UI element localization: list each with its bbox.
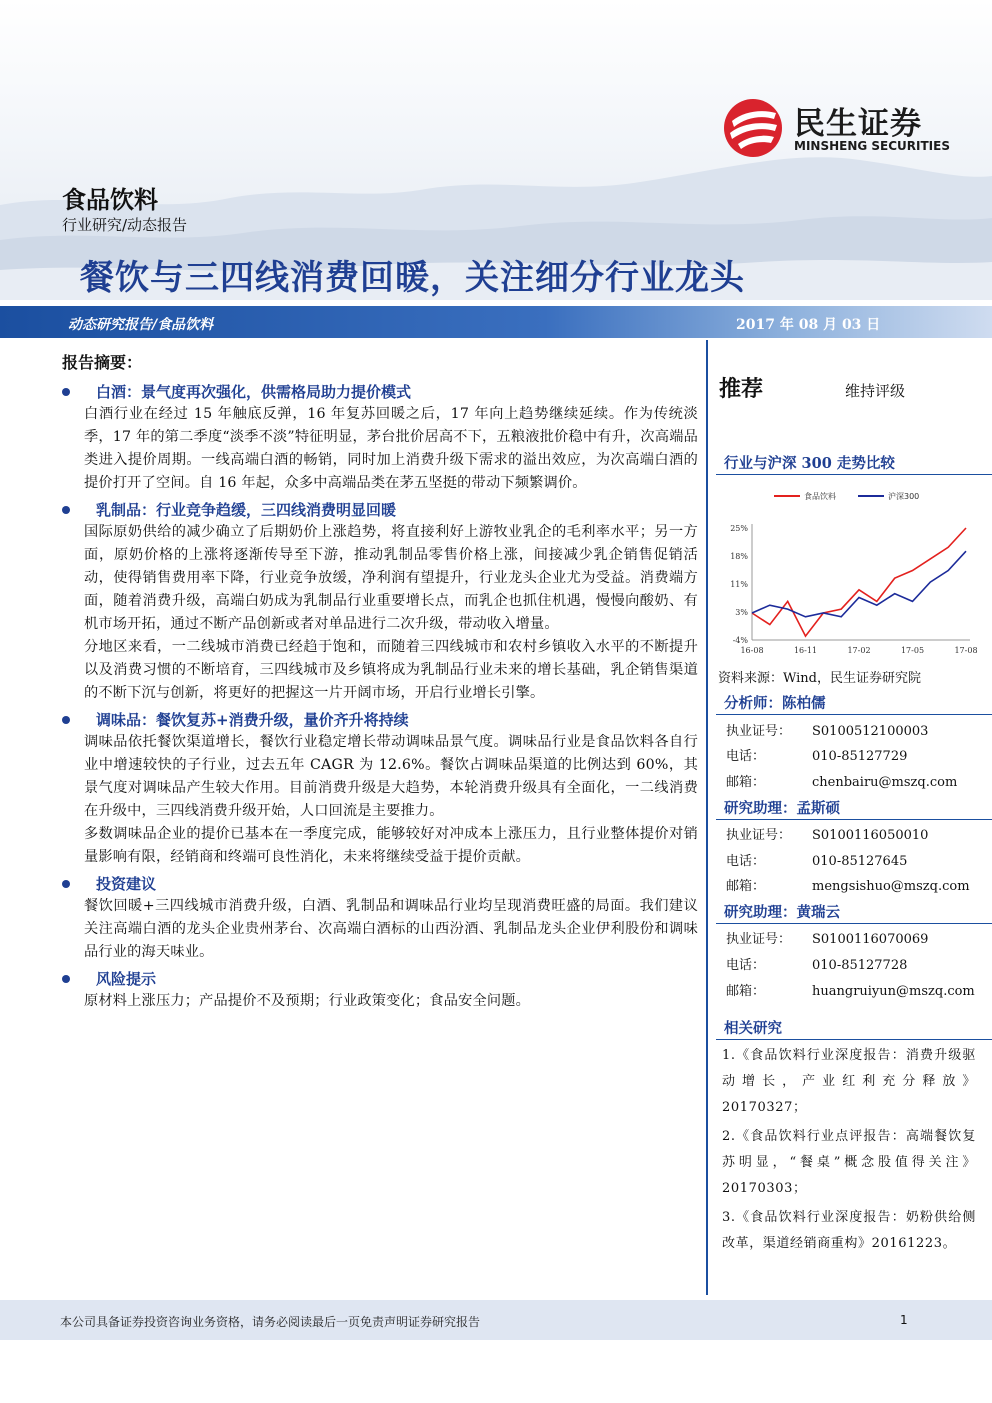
series-line <box>752 528 966 636</box>
brand-name-en: MINSHENG SECURITIES <box>794 139 950 153</box>
related-research-header: 相关研究 <box>716 1013 992 1040</box>
y-tick-label: 11% <box>730 580 748 589</box>
section-paragraph: 分地区来看，一二线城市消费已经趋于饱和，而随着三四线城市和农村乡镇收入水平的不断提升以及消费习惯的不断培育，三四线城市及乡镇将成为乳制品行业未来的增长基础，乳企销售渠道的不断下沉与创新，将更好的把握这一片开阔市场，开启行业增长引擎。 <box>84 639 698 701</box>
rating-note: 维持评级 <box>845 382 906 400</box>
section-paragraph: 白酒行业在经过 15 年触底反弹，16 年复苏回暖之后，17 年向上趋势继续延续。作为传统淡季，17 年的第二季度“淡季不淡”特征明显，茅台批价居高不下，五粮液批价稳中有升，次高端品类进入提价周期。一线高端白酒的畅销，同时加上消费升级下需求的溢出效应，为次高端白酒的提价打开了空间。自 16 年起，众多中高端品类在茅五坚挺的带动下频繁调价。 <box>84 406 698 491</box>
assistant-phone: 电话： 010-85127645 <box>726 854 908 869</box>
related-item[interactable]: 3.《食品饮料行业深度报告：奶粉供给侧改革，渠道经销商重构》20161223。 <box>722 1210 976 1251</box>
x-tick-label: 16-11 <box>793 646 818 655</box>
x-tick-label: 17-05 <box>900 646 925 655</box>
trend-chart <box>716 484 986 664</box>
y-tick-label: 18% <box>730 552 748 561</box>
section-heading-risk: 风险提示 <box>62 968 698 990</box>
x-tick-label: 17-08 <box>954 646 978 655</box>
analyst-phone: 电话： 010-85127729 <box>726 749 908 764</box>
x-tick-label: 17-02 <box>847 646 871 655</box>
y-tick-label: -4% <box>732 636 748 645</box>
x-tick-label: 16-08 <box>740 646 764 655</box>
section-heading-condiments: 调味品：餐饮复苏+消费升级，量价齐升将持续 <box>62 709 698 731</box>
summary-title: 报告摘要： <box>62 353 143 372</box>
page-number: 1 <box>900 1313 908 1327</box>
legend-label: 沪深300 <box>888 492 920 501</box>
y-tick-label: 25% <box>730 524 748 533</box>
report-date: 2017 年 08 月 03 日 <box>736 317 881 333</box>
section-heading-investment: 投资建议 <box>62 873 698 895</box>
assistant-header: 研究助理：黄瑞云 <box>716 897 992 924</box>
assistant-cert: 执业证号： S0100116070069 <box>726 932 929 947</box>
related-item[interactable]: 2.《食品饮料行业点评报告：高端餐饮复苏明显，“餐桌”概念股值得关注》20170303； <box>722 1129 976 1196</box>
related-item[interactable]: 1.《食品饮料行业深度报告：消费升级驱动增长，产业红利充分释放》20170327； <box>722 1048 976 1115</box>
section-paragraph: 多数调味品企业的提价已基本在一季度完成，能够较好对冲成本上涨压力，且行业整体提价对销量影响有限，经销商和终端可良性消化，未来将继续受益于提价贡献。 <box>84 826 698 865</box>
title-bar-category: 动态研究报告/食品饮料 <box>68 317 214 333</box>
y-tick-label: 3% <box>735 608 748 617</box>
analyst-header: 分析师：陈柏儒 <box>716 688 992 715</box>
section-paragraph: 调味品依托餐饮渠道增长，餐饮行业稳定增长带动调味品景气度。调味品行业是食品饮料各自行业中增速较快的子行业，过去五年 CAGR 为 12.6%。餐饮占调味品渠道的比例达到 60%，其景气度对调味品产生较大作用。目前消费升级是大趋势，本轮消费升级具有全面化，一二线消费在升级中，三四线消费升级开始，人口回流是主要推力。 <box>84 734 698 819</box>
brand-name: 民生证券 <box>794 106 922 142</box>
section-paragraph: 原材料上涨压力；产品提价不及预期；行业政策变化；食品安全问题。 <box>84 993 531 1009</box>
rating: 推荐 <box>719 377 764 402</box>
footer-disclaimer: 本公司具备证券投资咨询业务资格，请务必阅读最后一页免责声明证券研究报告 <box>60 1315 481 1329</box>
assistant-phone: 电话： 010-85127728 <box>726 958 908 973</box>
report-type: 行业研究/动态报告 <box>62 216 188 234</box>
bullet-icon <box>62 880 70 888</box>
section-paragraph: 国际原奶供给的减少确立了后期奶价上涨趋势，将直接利好上游牧业乳企的毛利率水平；另一方面，原奶价格的上涨将逐渐传导至下游，推动乳制品零售价格上涨，间接减少乳企销售促销活动，使得销售费用率下降，行业竞争放缓，净利润有望提升，行业龙头企业尤为受益。消费端方面，随着消费升级，高端白奶成为乳制品行业重要增长点，而乳企也抓住机遇，慢慢向酸奶、有机市场开拓，通过不断产品创新或者对单品进行二次升级，带动收入增量。 <box>84 524 698 632</box>
section-heading-dairy: 乳制品：行业竞争趋缓，三四线消费明显回暖 <box>62 499 698 521</box>
column-divider <box>706 340 708 1295</box>
chart-section-header: 行业与沪深 300 走势比较 <box>716 448 992 475</box>
bullet-icon <box>62 716 70 724</box>
legend-label: 食品饮料 <box>804 492 836 501</box>
section-paragraph: 餐饮回暖+三四线城市消费升级，白酒、乳制品和调味品行业均呈现消费旺盛的局面。我们建议关注高端白酒的龙头企业贵州茅台、次高端白酒标的山西汾酒、乳制品龙头企业伊利股份和调味品行业的海天味业。 <box>84 898 698 960</box>
assistant-cert: 执业证号： S0100116050010 <box>726 828 929 843</box>
bullet-icon <box>62 975 70 983</box>
assistant-email[interactable]: 邮箱： mengsishuo@mszq.com <box>726 879 970 894</box>
bullet-icon <box>62 388 70 396</box>
section-heading-baijiu: 白酒：景气度再次强化，供需格局助力提价模式 <box>62 381 698 403</box>
summary-column <box>62 350 698 1013</box>
assistant-header: 研究助理：孟斯硕 <box>716 793 992 820</box>
bullet-icon <box>62 506 70 514</box>
chart-source: 资料来源：Wind，民生证券研究院 <box>718 671 921 686</box>
analyst-cert: 执业证号： S0100512100003 <box>726 724 929 739</box>
analyst-email[interactable]: 邮箱： chenbairu@mszq.com <box>726 775 958 790</box>
report-title: 餐饮与三四线消费回暖，关注细分行业龙头 <box>80 258 745 298</box>
assistant-email[interactable]: 邮箱： huangruiyun@mszq.com <box>726 984 975 999</box>
industry-label: 食品饮料 <box>62 186 158 214</box>
